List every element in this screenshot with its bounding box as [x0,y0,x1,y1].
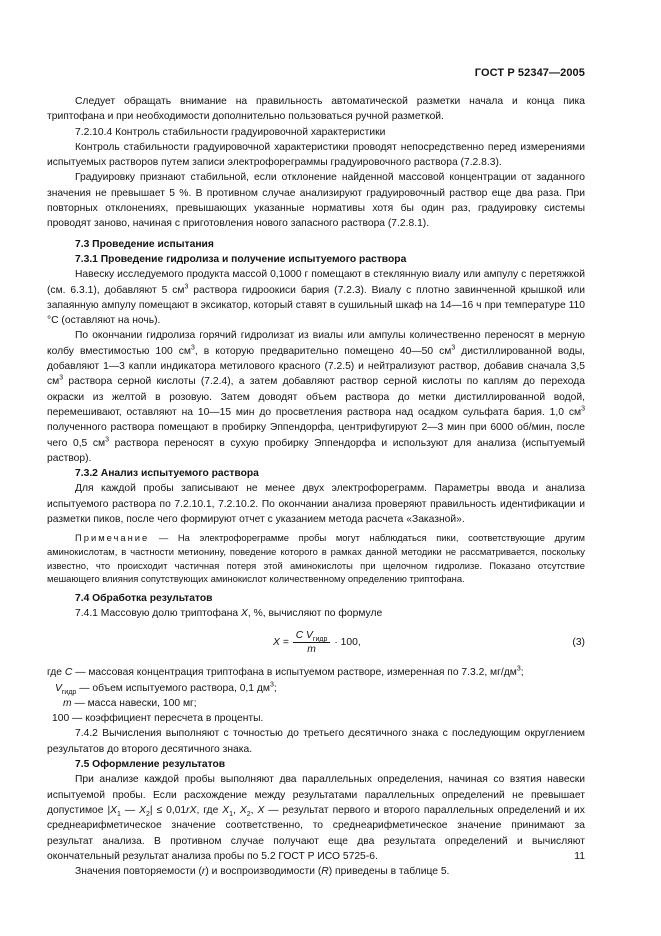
heading-7-3-2: 7.3.2 Анализ испытуемого раствора [75,468,259,480]
document-code-header: ГОСТ Р 52347—2005 [474,67,585,79]
paragraph-peak-marking: Следует обращать внимание на правильность автоматической разметки начала и конца пика триптофана и при необходимости дополнительно пользоваться ручной разметкой. [47,96,585,123]
heading-7-5: 7.5 Оформление результатов [75,759,226,771]
where-v: $V_{гидр}$ — объем испытуемого раствора, 0,1 $дм^3$; [55,681,277,696]
clause-7-2-10-4: 7.2.10.4 Контроль стабильности градуировочной характеристики [75,126,386,138]
where-c: где C — массовая концентрация триптофана в испытуемом растворе, измеренная по 7.3.2, $мг/дм^3$; [47,665,524,679]
formula-fraction: $\frac{C V_{гидр}}{m}$ [293,629,331,656]
heading-7-4: 7.4 Обработка результатов [75,592,213,604]
paragraph-hydrolysate-transfer: По окончании гидролиза горячий гидролизат из виалы или ампулы количественно переносят в мерную колбу вместимостью 100 $см^3$, в которую предварительно помещено 40—50 $см^3$ дистиллированной воды, добавляют 1—3 капли индикатора метилового красного (7.2.5) и нейтрализуют раствор, добавив сначала 3,5 $см^3$ раствора серной кислоты (7.2.4), а затем добавляют раствор серной кислоты по каплям до перехода окраски из желтой в розовую. Затем доводят объем раствора до метки дистиллированной водой, перемешивают, оставляют на 10—15 мин до просветления раствора над осадком сульфата бария. 1,0 $см^3$ полученного раствора помещают в пробирку Эппендорфа, центрифугируют 2—3 мин при 6000 об/мин, после чего 0,5 $см^3$ раствора переносят в сухую пробирку Эппендорфа и используют для анализа (испытуемый раствор). [47,330,585,464]
equation-number: (3) [572,637,585,649]
note-label: Примечание [75,532,150,544]
paragraph-results: При анализе каждой пробы выполняют два параллельных определения, начиная со взятия навески испытуемой пробы. Если расхождение между результатами параллельных определений не превышает допустимое $|X_1$ — $X_2| \le 0,01rX$, где $X_1$, $X_2$, X — результат первого и второго параллельных определений и их среднеарифметическое значение соответственно, то среднеарифметическое значение принимают за результат анализа. В противном случае получают еще два результата определений и вычисляют окончательный результат анализа пробы по 5.2 ГОСТ Р ИСО 5725-6. [47,774,585,862]
formula-3 [47,623,585,665]
paragraph-repeatability: Значения повторяемости (r) и воспроизводимости (R) приведены в таблице 5. [75,866,450,878]
clause-7-4-1: 7.4.1 Массовую долю триптофана X, %, вычисляют по формуле [75,607,383,619]
clause-7-4-2: 7.4.2 Вычисления выполняют с точностью до третьего десятичного знака с последующим округлением результатов до второго десятичного знака. [47,728,585,755]
page-number: 11 [574,851,585,862]
heading-7-3-1: 7.3.1 Проведение гидролиза и получение испытуемого раствора [75,253,407,265]
note-paragraph: Примечание — На электрофореграмме пробы могут наблюдаться пики, соответствующие другим аминокислотам, в частности метионину, поведение которого в рамках данной методики не рассматривается, поскольку известно, что происходит частичная потеря этой аминокислоты при щелочном гидролизе. Показано отсутствие мешающего влияния сопутствующих аминокислот количественному определению триптофана. [47,532,585,585]
where-100: 100 — коэффициент пересчета в проценты. [52,713,264,725]
page-body [47,94,585,879]
formula-expression: X = $\frac{C V_{гидр}}{m}$ · 100, [273,630,361,656]
paragraph-sample-analysis: Для каждой пробы записывают не менее двух электрофореграмм. Параметры ввода и анализа испытуемого раствора по 7.2.10.1, 7.2.10.2. По окончании анализа проверяют правильность идентификации и разметки пиков, после чего формируют отчет с указанием метода расчета «Заказной». [47,483,585,526]
where-m: m — масса навески, 100 мг; [63,697,197,709]
paragraph-calibration-stable: Градуировку признают стабильной, если отклонение найденной массовой концентрации от заданного значения не превышает 5 %. В противном случае анализируют градуировочный раствор еще два раза. При повторных отклонениях, превышающих указанные нормативы хотя бы один раз, градуировку системы проводят заново, начиная с приготовления нового запасного раствора (7.2.8.1). [47,172,585,230]
paragraph-stability-control: Контроль стабильности градуировочной характеристики проводят непосредственно перед измерениями испытуемых растворов путем записи электрофореграммы градуировочного раствора (7.2.8.3). [47,141,585,169]
paragraph-hydrolysis: Навеску исследуемого продукта массой 0,1000 г помещают в стеклянную виалу или ампулу с перетяжкой (см. 6.3.1), добавляют 5 $см^3$ раствора гидроокиси бария (7.2.3). Виалу с плотно завинченной крышкой или запаянную ампулу помещают в эксикатор, который ставят в сушильный шкаф на 14—16 ч при температуре 110 °С (оставляют на ночь). [47,269,585,327]
heading-7-3: 7.3 Проведение испытания [75,238,214,250]
